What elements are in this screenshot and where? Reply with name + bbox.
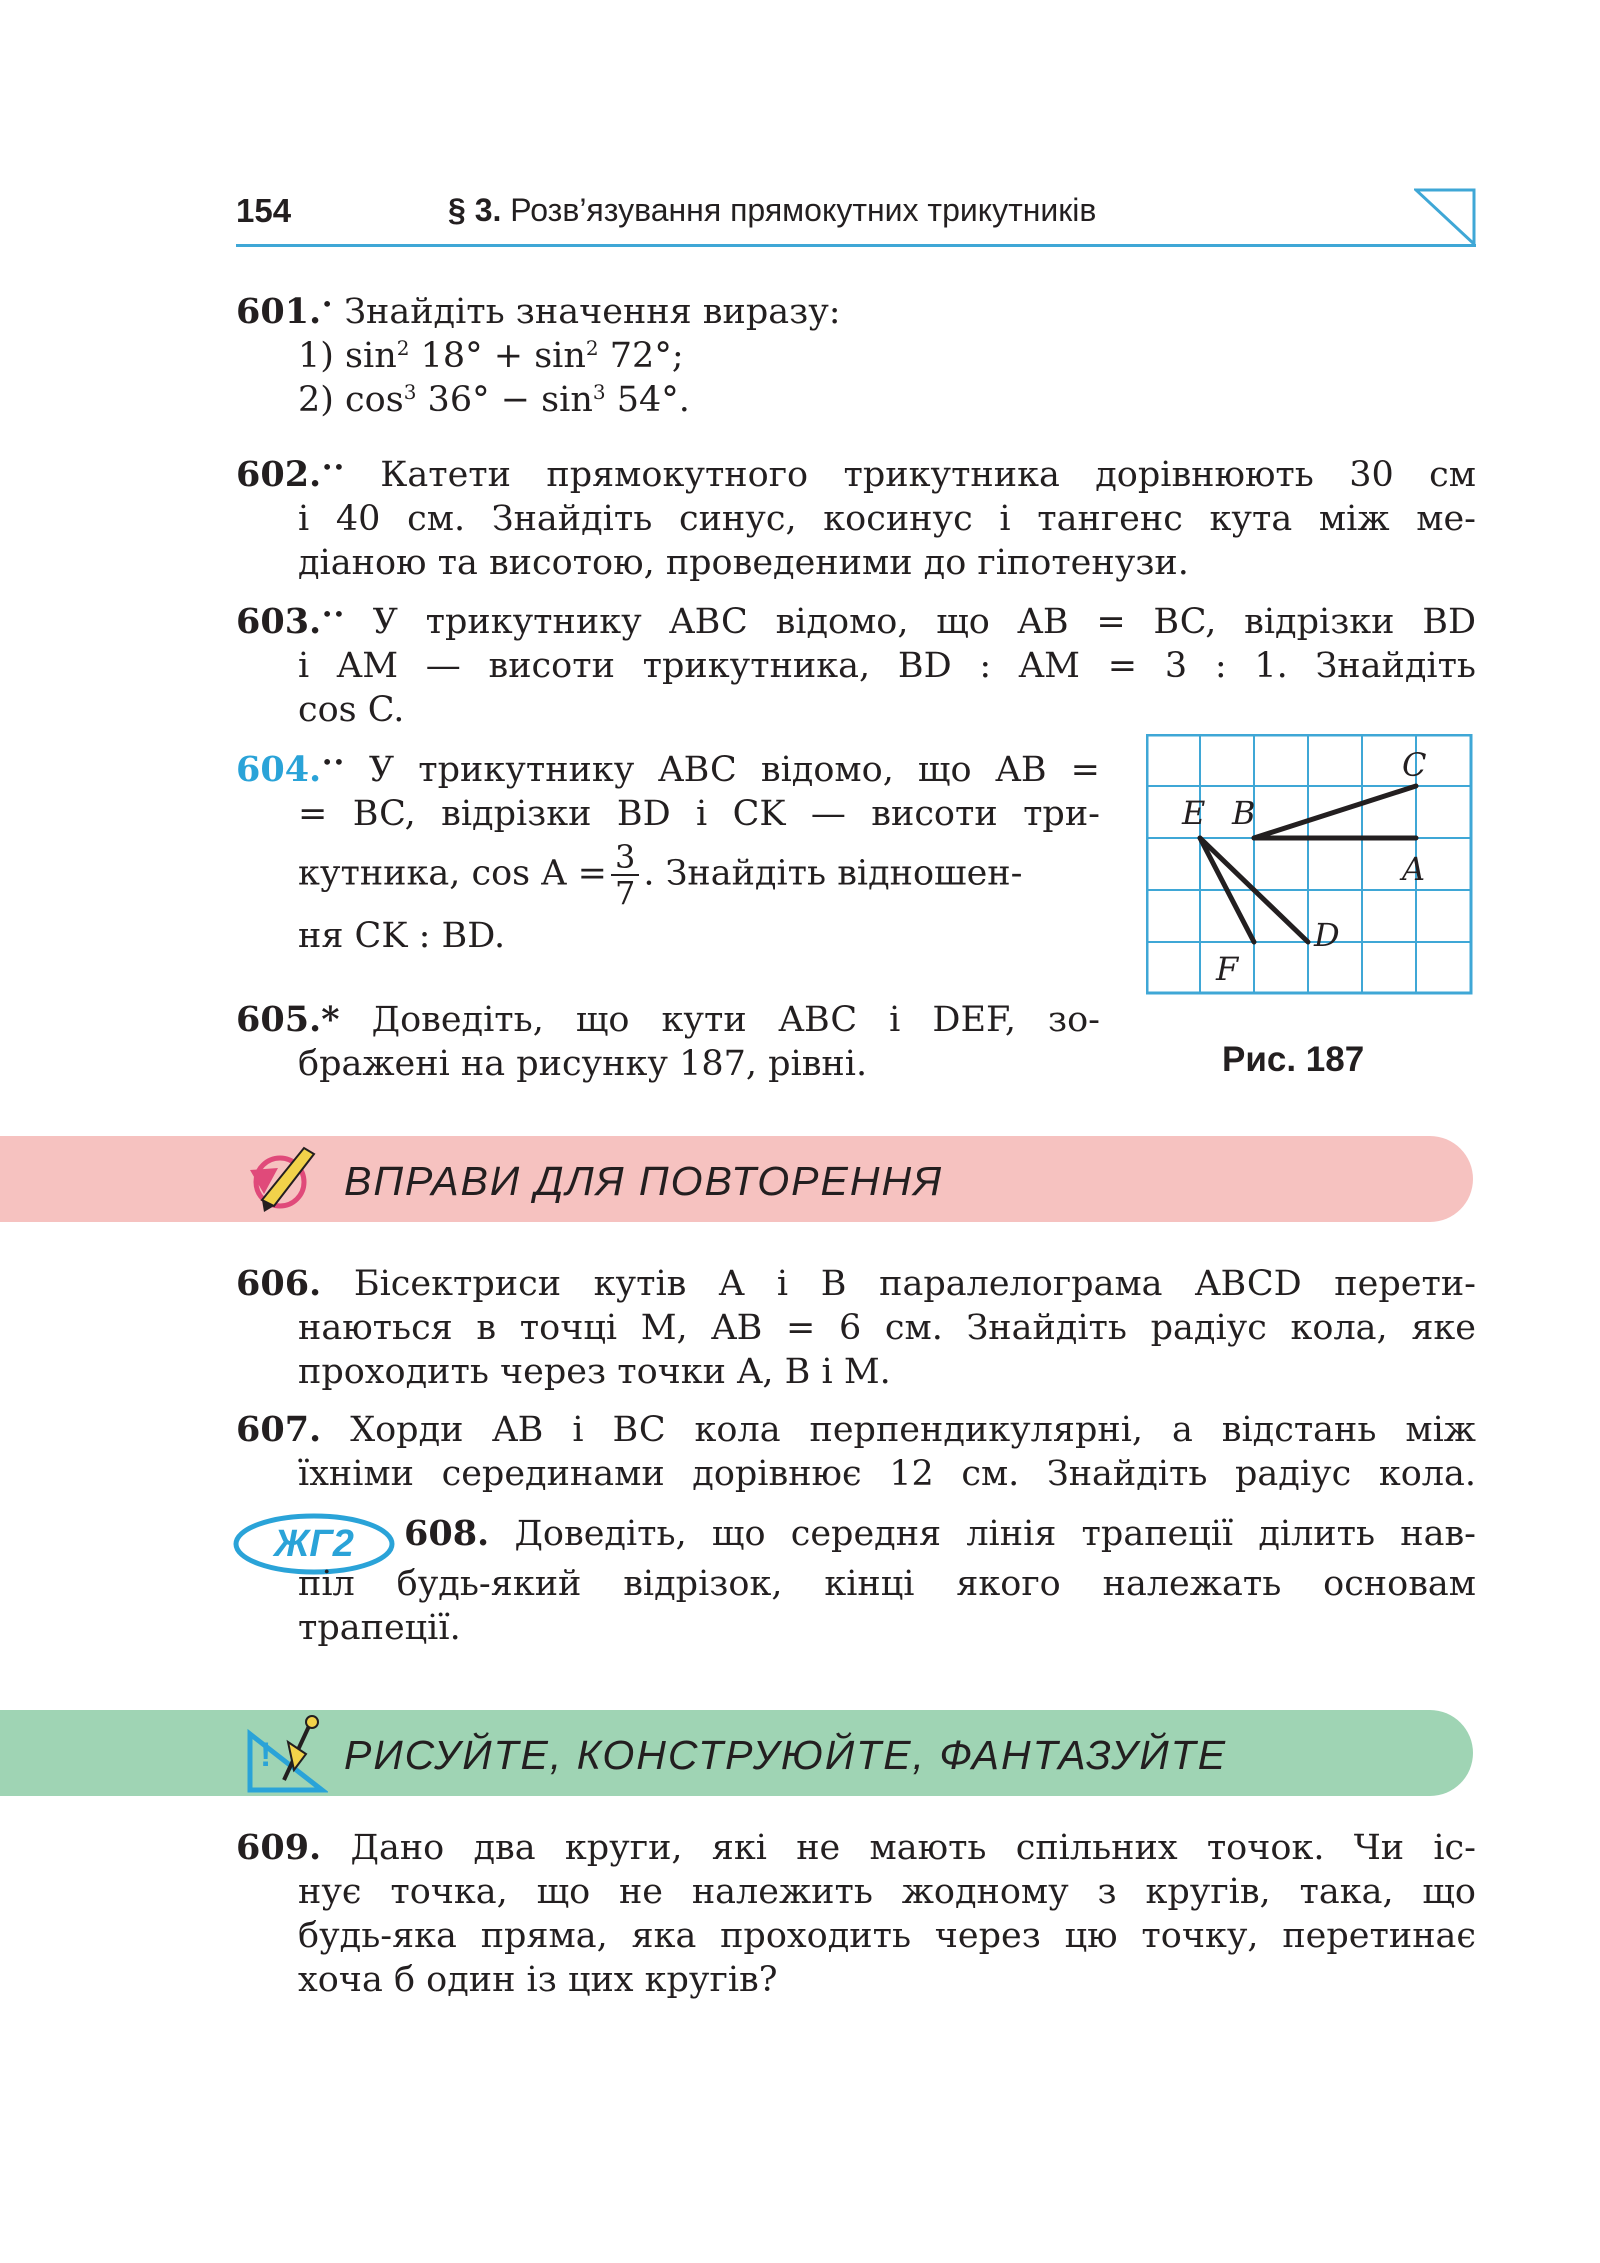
problem-text: Знайдіть значення виразу:: [344, 292, 841, 332]
figure-187: [1146, 734, 1476, 998]
review-exercises-banner: [0, 1136, 1473, 1222]
draw-construct-banner: [0, 1710, 1473, 1796]
problem-number: 603.: [236, 601, 322, 642]
problem-601: 601.• Знайдіть значення виразу: 1) $\sin^2 18^\circ + \sin^2 72^\circ$; 2) $\cos^3 36^\circ - \sin^3 54^\circ$.: [236, 290, 1476, 422]
problem-text-line: і 40 см. Знайдіть синус, косинус і тангенс кута між ме-: [298, 499, 1476, 539]
pencil-compass-icon: [244, 1140, 328, 1220]
page-number: 154: [236, 192, 292, 229]
corner-triangle-icon: [1414, 188, 1476, 246]
problem-609: 609. Дано два круги, які не мають спільних точок. Чи іс- нує точка, що не належить жодному з кругів, така, що будь-яка пряма, яка проходить через цю точку, перетинає хоча б один із цих кругів?: [236, 1827, 1476, 2000]
banner-title: РИСУЙТЕ, КОНСТРУЮЙТЕ, ФАНТАЗУЙТЕ: [344, 1732, 1228, 1778]
running-header: [448, 192, 1096, 229]
problem-text-line: хоча б один із цих кругів?: [298, 1960, 778, 2000]
point-label-f: F: [1216, 950, 1239, 988]
problem-text-line: будь-яка пряма, яка проходить через цю точку, перетинає: [298, 1916, 1476, 1956]
banner-title: ВПРАВИ ДЛЯ ПОВТОРЕННЯ: [344, 1158, 944, 1204]
header-rule: [236, 244, 1476, 247]
point-label-d: D: [1314, 916, 1340, 954]
problem-text-line: наються в точці M, AB = 6 см. Знайдіть радіус кола, яке: [298, 1308, 1476, 1348]
problem-text-line: кутника, cos A = $\frac{3}{7}$ . Знайдіть відношен-: [298, 838, 1023, 912]
problem-number: 608.: [404, 1513, 490, 1554]
problem-number: 606.: [236, 1263, 322, 1304]
problem-604: 604.•• У трикутнику ABC відомо, що AB = = BC, відрізки BD і CK — висоти три- кутника, cos A = $\frac{3}{7}$ . Знайдіть відношен- ня CK : BD.: [236, 749, 1100, 956]
problem-603: 603.•• У трикутнику ABC відомо, що AB = BC, відрізки BD і AM — висоти трикутника, BD : AM = 3 : 1. Знайдіть cos C.: [236, 601, 1476, 730]
section-title: Розв’язування прямокутних трикутників: [510, 192, 1097, 228]
tools-icon: [244, 1714, 328, 1796]
zg2-badge-text: ЖГ2: [274, 1523, 354, 1565]
problem-601-item-1: 1) $\sin^2 18^\circ + \sin^2 72^\circ$;: [298, 336, 684, 376]
problem-607: 607. Хорди AB і BC кола перпендикулярні, а відстань між їхніми серединами дорівнює 12 см. Знайдіть радіус кола.: [236, 1409, 1476, 1494]
problem-number: 609.: [236, 1827, 322, 1868]
fraction: $\frac{3}{7}$: [611, 840, 639, 910]
problem-text-line: ня CK : BD.: [298, 916, 506, 956]
problem-number: 604.: [236, 749, 322, 790]
problem-text-line: = BC, відрізки BD і CK — висоти три-: [298, 794, 1100, 834]
svg-text:!: !: [260, 1736, 272, 1774]
problem-number: 607.: [236, 1409, 322, 1450]
point-label-e: E: [1182, 794, 1206, 832]
problem-602: 602.•• Катети прямокутного трикутника дорівнюють 30 см і 40 см. Знайдіть синус, косинус і тангенс кута між ме- діаною та висотою, проведеними до гіпотенузи.: [236, 454, 1476, 583]
problem-text-line: бражені на рисунку 187, рівні.: [298, 1044, 868, 1084]
problem-number: 602.: [236, 454, 322, 495]
problem-608: 608. Доведіть, що середня лінія трапеції ділить нав- піл будь-який відрізок, кінці якого належать основам трапеції.: [236, 1512, 1476, 1650]
point-label-a: A: [1402, 850, 1426, 888]
problem-text-line: трапеції.: [298, 1608, 461, 1648]
point-label-c: C: [1402, 746, 1427, 784]
figure-caption: Рис. 187: [1222, 1040, 1365, 1079]
problem-606: 606. Бісектриси кутів A і B паралелограма ABCD перети- наються в точці M, AB = 6 см. Знайдіть радіус кола, яке проходить через точки A, B і M.: [236, 1263, 1476, 1392]
problem-text-line: піл будь-який відрізок, кінці якого належать основам: [298, 1564, 1476, 1604]
problem-text-line: нує точка, що не належить жодному з кругів, така, що: [298, 1872, 1476, 1912]
problem-text-line: діаною та висотою, проведеними до гіпотенузи.: [298, 543, 1189, 583]
problem-601-item-2: 2) $\cos^3 36^\circ - \sin^3 54^\circ$.: [298, 380, 690, 420]
problem-text-line: cos C.: [298, 690, 405, 730]
problem-number: 601.: [236, 291, 322, 332]
problem-text-line: і AM — висоти трикутника, BD : AM = 3 : 1. Знайдіть: [298, 646, 1476, 686]
section-mark: § 3.: [448, 192, 502, 228]
problem-text-line: їхніми серединами дорівнює 12 см. Знайдіть радіус кола.: [298, 1454, 1476, 1494]
problem-number: 605.*: [236, 999, 340, 1040]
problem-605: 605.* Доведіть, що кути ABC і DEF, зо- бражені на рисунку 187, рівні.: [236, 999, 1100, 1084]
problem-text-line: проходить через точки A, B і M.: [298, 1352, 891, 1392]
point-label-b: B: [1232, 794, 1256, 832]
